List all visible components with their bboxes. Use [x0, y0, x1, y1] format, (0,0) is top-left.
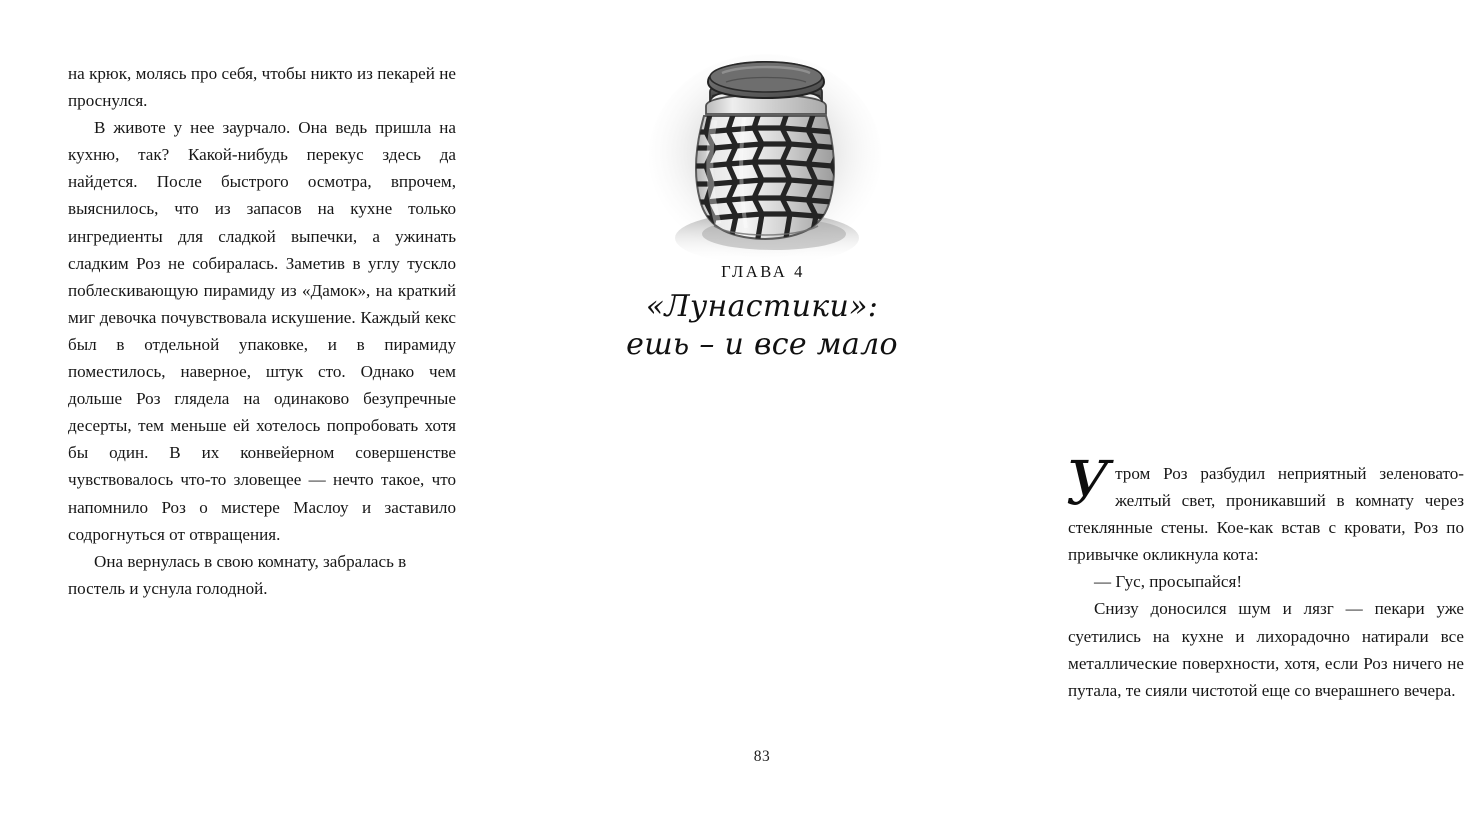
honeycomb-glass-jar-illustration — [648, 48, 882, 274]
drop-cap: У — [1066, 448, 1111, 519]
right-page — [500, 0, 1464, 819]
chapter-label: ГЛАВА 4 — [721, 262, 805, 281]
paragraph: Снизу доносился шум и лязг — пекари уже суетились на кухне и лихорадочно натирали все металлические поверхности, хотя, если Роз ничего не путала, те сияли чистотой еще со вчерашнего вечера. — [1068, 599, 1464, 700]
paragraph: В животе у нее заурчало. Она ведь пришла на кухню, так? Какой-нибудь перекус здесь да найдется. После быстрого осмотра, впрочем, выяснилось, что из запасов на кухне только ингредиенты для сладкой выпечки, а ужинать сладким Роз не собиралась. Заметив в углу тускло поблескивающую пирамиду из «Дамок», на краткий миг девочка почувствовала искушение. Каждый кекс был в отдельной упаковке, и в пирамиду поместилось, наверное, штук сто. Однако чем дольше Роз глядела на одинаково безупречные десерты, тем меньше ей хотелось попробовать хотя бы один. В их конвейерном совершенстве чувствовалось что-то зловещее — нечто такое, что напомнило Роз о мистере Маслоу и заставило содрогнуться от отвращения. — [68, 118, 456, 544]
paragraph: на крюк, молясь про себя, чтобы никто из пекарей не проснулся. — [68, 64, 456, 111]
paragraph-body: тром Роз разбудил неприятный зеленовато-желтый свет, проникавший в комнату через стеклянные стены. Кое-как встав с кровати, Роз по привычке окликнула кота: — [1068, 464, 1464, 565]
page-number: 83 — [753, 748, 771, 765]
chapter-title — [520, 288, 1004, 365]
chapter-title-line-1: «Лунастики»: — [645, 288, 879, 324]
left-page — [0, 0, 500, 819]
paragraph: Она вернулась в свою комнату, забралась в постель и уснула голодной. — [68, 551, 407, 598]
left-text-column — [68, 60, 456, 602]
paragraph-with-dropcap — [1066, 448, 1464, 568]
chapter-heading — [520, 262, 1004, 365]
right-text-column — [1066, 448, 1464, 704]
paragraph: — Гус, просыпайся! — [1094, 572, 1243, 592]
chapter-title-line-2: ешь – и все мало — [626, 327, 898, 363]
